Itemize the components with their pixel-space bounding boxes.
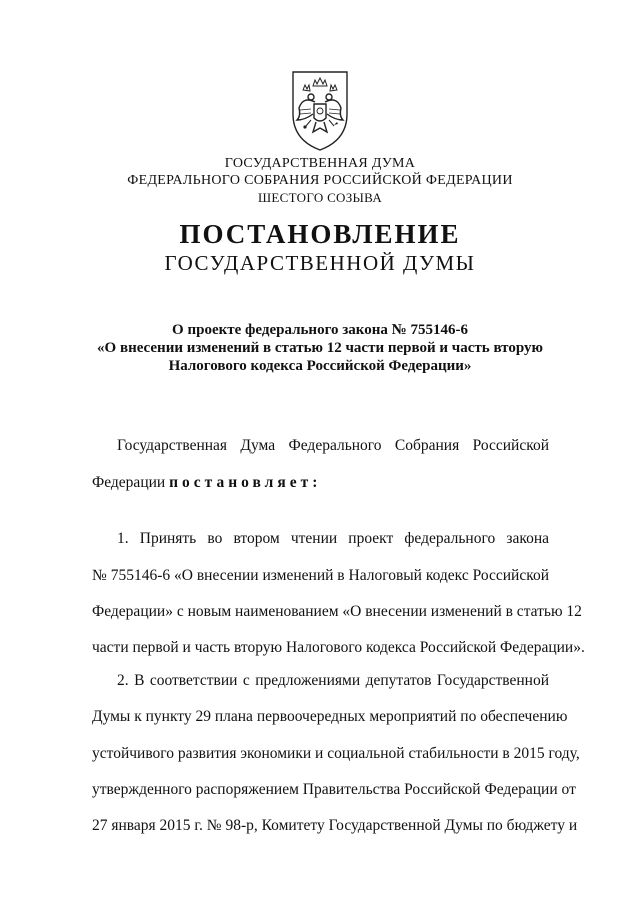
item1-line: Федерации» с новым наименованием «О внесении изменений в статью 12	[92, 603, 582, 620]
item1-line: 1. Принять во втором чтении проект федерального закона	[117, 530, 549, 547]
document-type-title: ПОСТАНОВЛЕНИЕ	[179, 219, 461, 249]
item2-line: Думы к пункту 29 плана первоочередных мероприятий по обеспечению	[92, 708, 568, 725]
item2-line: 27 января 2015 г. № 98-р, Комитету Государственной Думы по бюджету и	[92, 817, 578, 834]
subject-line1: О проекте федерального закона № 755146-6	[172, 322, 468, 338]
preamble-line2	[92, 473, 549, 492]
item2-line: утвержденного распоряжением Правительства Российской Федерации от	[92, 781, 576, 798]
preamble-prefix: Федерации	[92, 474, 170, 491]
org-name-line1: ГОСУДАРСТВЕННАЯ ДУМА	[224, 156, 416, 171]
convocation-line: ШЕСТОГО СОЗЫВА	[257, 190, 383, 205]
org-name-line2: ФЕДЕРАЛЬНОГО СОБРАНИЯ РОССИЙСКОЙ ФЕДЕРАЦИИ	[127, 173, 513, 188]
item2-line: устойчивого развития экономики и социальной стабильности в 2015 году,	[92, 745, 580, 762]
subject-line3: Налогового кодекса Российской Федерации»	[168, 358, 472, 374]
coat-of-arms-emblem	[273, 64, 367, 154]
item2-line: 2. В соответствии с предложениями депутатов Государственной	[117, 672, 549, 689]
preamble-action: постановляет:	[169, 474, 322, 491]
item1-line: № 755146-6 «О внесении изменений в Налоговый кодекс Российской	[92, 567, 549, 584]
preamble-line1: Государственная Дума Федерального Собрания Российской	[117, 437, 549, 454]
item1-line: части первой и часть вторую Налогового кодекса Российской Федерации».	[92, 639, 585, 656]
subject-line2: «О внесении изменений в статью 12 части первой и часть вторую	[97, 340, 543, 356]
document-type-subtitle: ГОСУДАРСТВЕННОЙ ДУМЫ	[164, 251, 476, 275]
